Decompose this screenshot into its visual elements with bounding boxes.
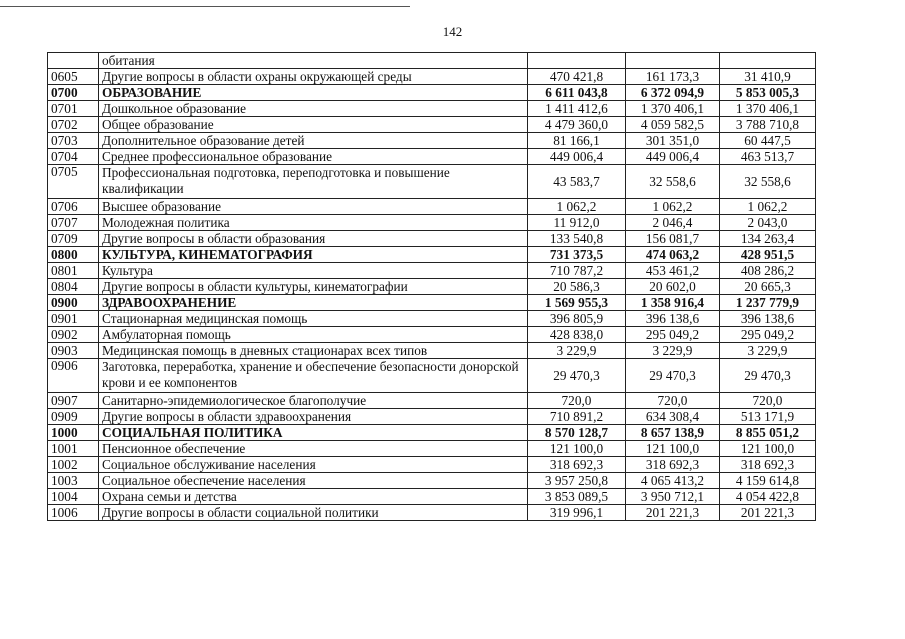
row-code-cell: 1003: [48, 473, 99, 489]
row-value-2-cell: 1 370 406,1: [626, 101, 720, 117]
row-value-3-cell: 1 062,2: [720, 199, 816, 215]
row-code-cell: 0706: [48, 199, 99, 215]
row-name-cell: Общее образование: [99, 117, 528, 133]
row-value-2-cell: 4 065 413,2: [626, 473, 720, 489]
row-value-1-cell: 731 373,5: [528, 247, 626, 263]
row-name-cell: Заготовка, переработка, хранение и обеспечение безопасности донорской крови и ее компонентов: [99, 359, 528, 393]
row-value-2-cell: 295 049,2: [626, 327, 720, 343]
row-code-cell: 0901: [48, 311, 99, 327]
row-value-2-cell: 161 173,3: [626, 69, 720, 85]
table-row: [48, 489, 816, 505]
row-value-3-cell: 2 043,0: [720, 215, 816, 231]
row-value-1-cell: 1 411 412,6: [528, 101, 626, 117]
row-value-1-cell: 4 479 360,0: [528, 117, 626, 133]
row-value-1-cell: 1 569 955,3: [528, 295, 626, 311]
row-code-cell: 0804: [48, 279, 99, 295]
row-value-3-cell: 3 788 710,8: [720, 117, 816, 133]
row-value-1-cell: 710 787,2: [528, 263, 626, 279]
table-row: [48, 263, 816, 279]
table-row: [48, 231, 816, 247]
row-value-2-cell: 6 372 094,9: [626, 85, 720, 101]
table-row: [48, 505, 816, 521]
row-name-cell: Профессиональная подготовка, переподготовка и повышение квалификации: [99, 165, 528, 199]
row-value-3-cell: 1 237 779,9: [720, 295, 816, 311]
row-name-cell: Санитарно-эпидемиологическое благополучие: [99, 393, 528, 409]
row-value-3-cell: 201 221,3: [720, 505, 816, 521]
table-row: [48, 409, 816, 425]
row-value-3-cell: 513 171,9: [720, 409, 816, 425]
row-value-3-cell: 428 951,5: [720, 247, 816, 263]
row-value-3-cell: 5 853 005,3: [720, 85, 816, 101]
row-name-cell: КУЛЬТУРА, КИНЕМАТОГРАФИЯ: [99, 247, 528, 263]
row-value-3-cell: 29 470,3: [720, 359, 816, 393]
row-code-cell: 0907: [48, 393, 99, 409]
row-value-3-cell: 20 665,3: [720, 279, 816, 295]
table-row: [48, 393, 816, 409]
page-number: 142: [442, 24, 463, 39]
top-rule: [0, 6, 410, 7]
row-name-cell: Другие вопросы в области охраны окружающей среды: [99, 69, 528, 85]
row-value-2-cell: 1 062,2: [626, 199, 720, 215]
row-value-2-cell: 121 100,0: [626, 441, 720, 457]
row-value-1-cell: 3 853 089,5: [528, 489, 626, 505]
row-name-cell: Другие вопросы в области социальной политики: [99, 505, 528, 521]
row-code-cell: 0906: [48, 359, 99, 393]
row-name-cell: Амбулаторная помощь: [99, 327, 528, 343]
row-value-1-cell: 710 891,2: [528, 409, 626, 425]
row-value-3-cell: 4 159 614,8: [720, 473, 816, 489]
row-value-1-cell: 396 805,9: [528, 311, 626, 327]
row-value-2-cell: 453 461,2: [626, 263, 720, 279]
row-value-2-cell: 156 081,7: [626, 231, 720, 247]
table-row: [48, 165, 816, 199]
row-name-cell: Другие вопросы в области здравоохранения: [99, 409, 528, 425]
row-code-cell: 0903: [48, 343, 99, 359]
row-code-cell: 0902: [48, 327, 99, 343]
section-row: [48, 247, 816, 263]
section-row: [48, 295, 816, 311]
row-name-cell: Высшее образование: [99, 199, 528, 215]
row-value-1-cell: 29 470,3: [528, 359, 626, 393]
row-value-2-cell: 720,0: [626, 393, 720, 409]
row-value-1-cell: 20 586,3: [528, 279, 626, 295]
row-name-cell: Стационарная медицинская помощь: [99, 311, 528, 327]
table-row: [48, 441, 816, 457]
row-value-1-cell: [528, 53, 626, 69]
table-row: [48, 327, 816, 343]
budget-table: [47, 52, 816, 521]
table-row: [48, 343, 816, 359]
row-value-1-cell: 81 166,1: [528, 133, 626, 149]
row-value-2-cell: 396 138,6: [626, 311, 720, 327]
table-row: [48, 101, 816, 117]
table-row: [48, 311, 816, 327]
row-value-1-cell: 1 062,2: [528, 199, 626, 215]
row-value-2-cell: [626, 53, 720, 69]
row-value-1-cell: 470 421,8: [528, 69, 626, 85]
row-name-cell: Другие вопросы в области образования: [99, 231, 528, 247]
table-row: [48, 473, 816, 489]
row-name-cell: ЗДРАВООХРАНЕНИЕ: [99, 295, 528, 311]
row-value-1-cell: 449 006,4: [528, 149, 626, 165]
row-value-1-cell: 133 540,8: [528, 231, 626, 247]
row-name-cell: Дошкольное образование: [99, 101, 528, 117]
row-code-cell: 1002: [48, 457, 99, 473]
row-value-3-cell: 8 855 051,2: [720, 425, 816, 441]
table-row: [48, 457, 816, 473]
row-code-cell: 0709: [48, 231, 99, 247]
budget-table-body: [48, 53, 816, 521]
row-value-3-cell: 1 370 406,1: [720, 101, 816, 117]
row-value-3-cell: 396 138,6: [720, 311, 816, 327]
table-row: [48, 53, 816, 69]
section-row: [48, 85, 816, 101]
row-code-cell: 1001: [48, 441, 99, 457]
row-value-1-cell: 121 100,0: [528, 441, 626, 457]
row-code-cell: 0700: [48, 85, 99, 101]
row-value-1-cell: 318 692,3: [528, 457, 626, 473]
row-name-cell: Пенсионное обеспечение: [99, 441, 528, 457]
row-value-3-cell: 3 229,9: [720, 343, 816, 359]
row-value-2-cell: 2 046,4: [626, 215, 720, 231]
row-code-cell: 0701: [48, 101, 99, 117]
row-value-3-cell: 31 410,9: [720, 69, 816, 85]
row-code-cell: 1004: [48, 489, 99, 505]
row-value-2-cell: 32 558,6: [626, 165, 720, 199]
table-row: [48, 199, 816, 215]
row-name-cell: Медицинская помощь в дневных стационарах всех типов: [99, 343, 528, 359]
row-value-2-cell: 301 351,0: [626, 133, 720, 149]
row-code-cell: [48, 53, 99, 69]
row-value-2-cell: 318 692,3: [626, 457, 720, 473]
row-value-3-cell: 60 447,5: [720, 133, 816, 149]
row-name-cell: Другие вопросы в области культуры, кинематографии: [99, 279, 528, 295]
row-code-cell: 1000: [48, 425, 99, 441]
row-code-cell: 0703: [48, 133, 99, 149]
row-value-1-cell: 319 996,1: [528, 505, 626, 521]
row-code-cell: 0705: [48, 165, 99, 199]
row-code-cell: 0707: [48, 215, 99, 231]
row-value-3-cell: 463 513,7: [720, 149, 816, 165]
row-value-3-cell: 4 054 422,8: [720, 489, 816, 505]
row-name-cell: Охрана семьи и детства: [99, 489, 528, 505]
row-value-2-cell: 8 657 138,9: [626, 425, 720, 441]
row-value-1-cell: 43 583,7: [528, 165, 626, 199]
row-name-cell: обитания: [99, 53, 528, 69]
row-code-cell: 0702: [48, 117, 99, 133]
row-name-cell: СОЦИАЛЬНАЯ ПОЛИТИКА: [99, 425, 528, 441]
row-value-2-cell: 474 063,2: [626, 247, 720, 263]
row-value-3-cell: 134 263,4: [720, 231, 816, 247]
row-value-1-cell: 3 229,9: [528, 343, 626, 359]
table-row: [48, 117, 816, 133]
row-name-cell: Социальное обеспечение населения: [99, 473, 528, 489]
row-value-1-cell: 428 838,0: [528, 327, 626, 343]
row-value-1-cell: 6 611 043,8: [528, 85, 626, 101]
row-value-3-cell: 32 558,6: [720, 165, 816, 199]
table-row: [48, 149, 816, 165]
row-name-cell: Культура: [99, 263, 528, 279]
row-name-cell: ОБРАЗОВАНИЕ: [99, 85, 528, 101]
table-row: [48, 133, 816, 149]
table-row: [48, 279, 816, 295]
row-value-2-cell: 20 602,0: [626, 279, 720, 295]
row-code-cell: 0900: [48, 295, 99, 311]
row-name-cell: Дополнительное образование детей: [99, 133, 528, 149]
row-value-3-cell: 295 049,2: [720, 327, 816, 343]
row-code-cell: 0800: [48, 247, 99, 263]
row-name-cell: Молодежная политика: [99, 215, 528, 231]
row-value-2-cell: 4 059 582,5: [626, 117, 720, 133]
row-value-2-cell: 201 221,3: [626, 505, 720, 521]
row-value-2-cell: 449 006,4: [626, 149, 720, 165]
row-value-1-cell: 8 570 128,7: [528, 425, 626, 441]
row-value-3-cell: 720,0: [720, 393, 816, 409]
row-value-3-cell: 408 286,2: [720, 263, 816, 279]
row-value-3-cell: 121 100,0: [720, 441, 816, 457]
table-row: [48, 215, 816, 231]
table-row: [48, 359, 816, 393]
row-code-cell: 1006: [48, 505, 99, 521]
row-code-cell: 0704: [48, 149, 99, 165]
row-value-2-cell: 29 470,3: [626, 359, 720, 393]
row-value-1-cell: 3 957 250,8: [528, 473, 626, 489]
row-value-2-cell: 634 308,4: [626, 409, 720, 425]
row-value-2-cell: 3 950 712,1: [626, 489, 720, 505]
row-code-cell: 0801: [48, 263, 99, 279]
row-name-cell: Социальное обслуживание населения: [99, 457, 528, 473]
table-row: [48, 69, 816, 85]
row-value-2-cell: 3 229,9: [626, 343, 720, 359]
row-value-2-cell: 1 358 916,4: [626, 295, 720, 311]
row-value-1-cell: 11 912,0: [528, 215, 626, 231]
section-row: [48, 425, 816, 441]
row-value-3-cell: 318 692,3: [720, 457, 816, 473]
row-code-cell: 0909: [48, 409, 99, 425]
row-value-3-cell: [720, 53, 816, 69]
row-value-1-cell: 720,0: [528, 393, 626, 409]
row-code-cell: 0605: [48, 69, 99, 85]
row-name-cell: Среднее профессиональное образование: [99, 149, 528, 165]
